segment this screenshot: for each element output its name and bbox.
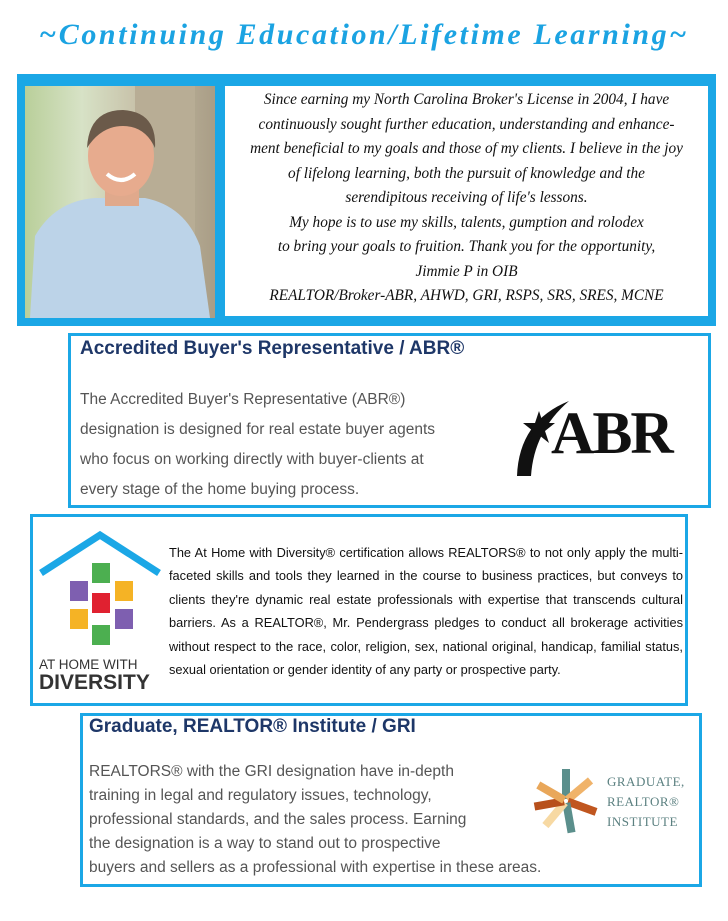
gri-logo-line: GRADUATE, [607, 774, 685, 789]
gri-section [80, 713, 702, 887]
diversity-logo-line1: AT HOME WITH [39, 657, 138, 672]
bio-line: to bring your goals to fruition. Thank you for the opportunity, [277, 238, 656, 255]
gri-line: buyers and sellers as a professional with expertise in these areas. [89, 859, 542, 876]
gri-logo-line: INSTITUTE [607, 814, 678, 829]
bio-line: continuously sought further education, understanding and enhance- [258, 115, 675, 133]
abr-heading: Accredited Buyer's Representative / ABR® [80, 338, 465, 359]
diversity-section [30, 514, 688, 706]
diversity-text: The At Home with Diversity® certification allows REALTORS® to not only apply the multi-faceted skills and tools they learned in the course to business practices, but conveys to clients they're dynamic real estate professionals with expertise that transcends cultural barriers. As a REALTOR®, Mr. Pendergrass pledges to conduct all brokerage activities without respect to the race, color, religion, sex, national original, handicap, familial status, sexual orientation or gender identity of any party or prospective party. [169, 545, 683, 678]
bio-line: serendipitous receiving of life's lessons. [345, 189, 588, 206]
bio-line: My hope is to use my skills, talents, gumption and rolodex [289, 213, 644, 231]
abr-line: every stage of the home buying process. [80, 481, 360, 498]
abr-logo [509, 391, 699, 481]
gri-line: professional standards, and the sales process. Earning [89, 811, 467, 828]
bio-text [225, 86, 708, 316]
bio-signature: Jimmie P in OIB [415, 262, 518, 280]
bio-line: ment beneficial to my goals and those of my clients. I believe in the joy [250, 140, 683, 157]
gri-line: REALTORS® with the GRI designation have in-depth [89, 763, 454, 780]
gri-logo-line: REALTOR® [607, 794, 680, 809]
gri-heading: Graduate, REALTOR® Institute / GRI [89, 716, 416, 737]
agent-photo [25, 86, 215, 318]
gri-line: training in legal and regulatory issues, technology, [89, 787, 432, 804]
bio-line: Since earning my North Carolina Broker's License in 2004, I have [263, 91, 670, 108]
abr-logo-text: ABR [551, 400, 672, 466]
bio-line: of lifelong learning, both the pursuit of knowledge and the [288, 164, 645, 182]
page-title: ~Continuing Education/Lifetime Learning~ [39, 18, 689, 51]
bio-section [17, 74, 716, 326]
abr-line: The Accredited Buyer's Representative (ABR®) [80, 391, 406, 408]
gri-starburst-icon [531, 766, 601, 836]
gri-logo [531, 766, 696, 836]
abr-line: who focus on working directly with buyer-clients at [80, 451, 424, 468]
house-icon [37, 529, 163, 659]
bio-designations: REALTOR/Broker-ABR, AHWD, GRI, RSPS, SRS, SRES, MCNE [269, 287, 664, 304]
abr-section [68, 333, 711, 508]
gri-line: the designation is a way to stand out to prospective [89, 835, 441, 852]
diversity-logo [37, 529, 163, 694]
diversity-logo-line2: DIVERSITY [39, 671, 150, 694]
abr-line: designation is designed for real estate buyer agents [80, 421, 436, 438]
